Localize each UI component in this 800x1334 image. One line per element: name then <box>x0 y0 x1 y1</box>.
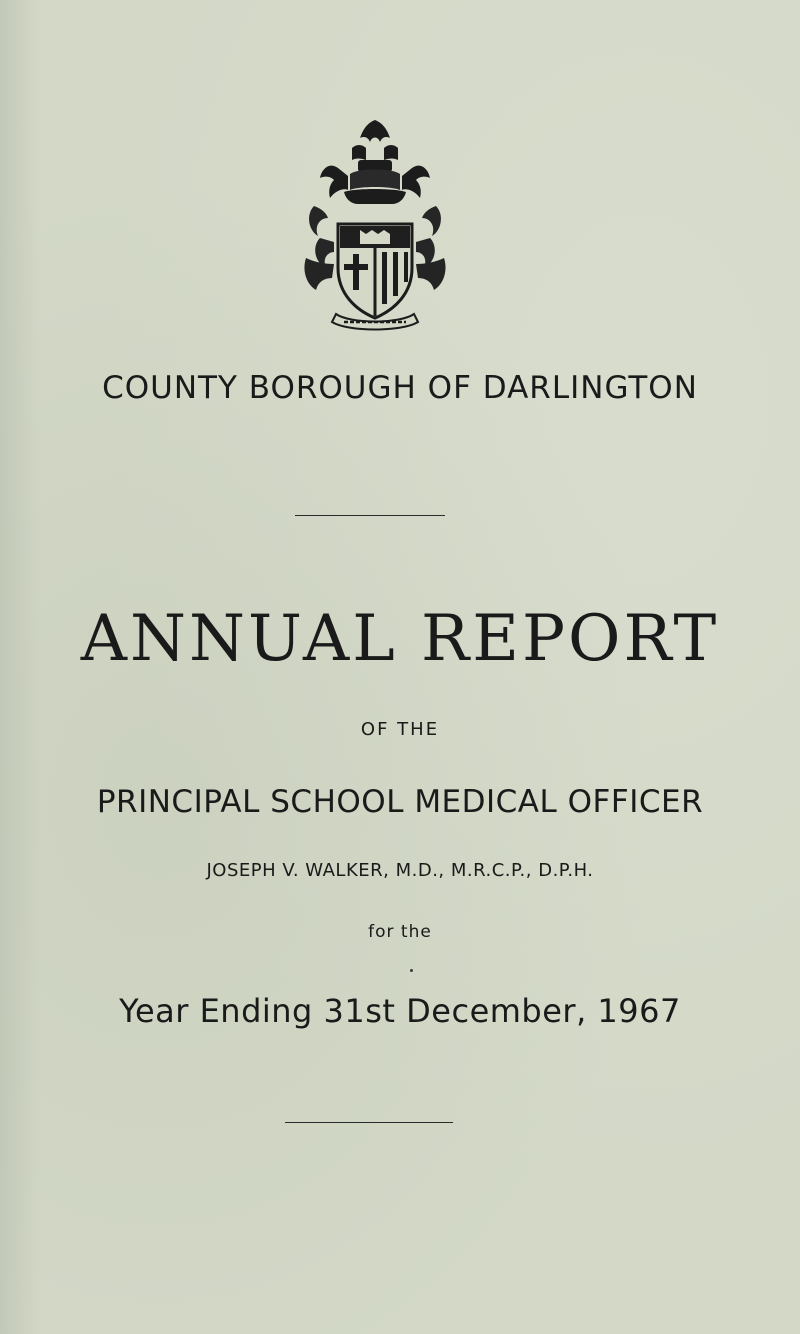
ink-speck <box>410 969 413 972</box>
office-title: PRINCIPAL SCHOOL MEDICAL OFFICER <box>96 784 704 820</box>
report-title: ANNUAL REPORT <box>80 602 720 676</box>
report-period: Year Ending 31st December, 1967 <box>119 992 681 1030</box>
divider-top <box>295 515 445 516</box>
borough-name: COUNTY BOROUGH OF DARLINGTON <box>102 370 698 406</box>
subtitle-for-the: for the <box>368 922 432 942</box>
divider-bottom <box>285 1122 453 1123</box>
subtitle-of-the: OF THE <box>360 719 440 740</box>
coat-of-arms-icon <box>300 118 450 333</box>
author-credit: JOSEPH V. WALKER, M.D., M.R.C.P., D.P.H. <box>206 860 594 881</box>
